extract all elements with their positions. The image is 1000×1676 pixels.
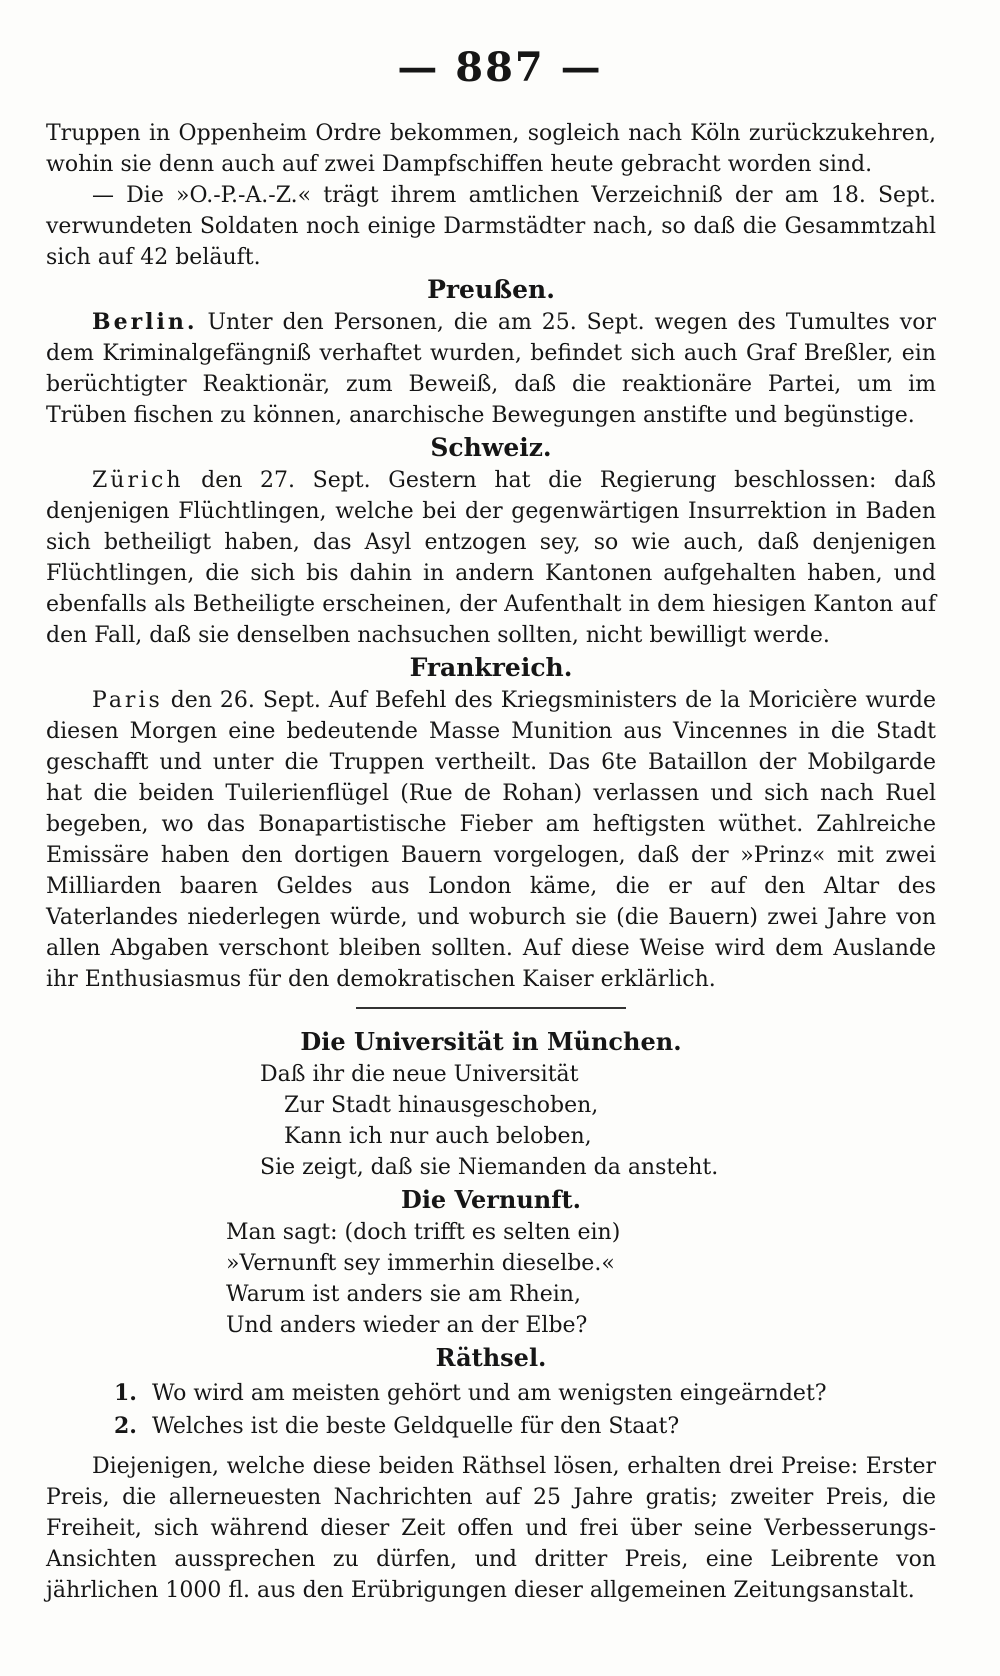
poem-line: Warum ist anders sie am Rhein,: [226, 1282, 581, 1307]
dateline-place: Paris: [92, 688, 163, 713]
dateline-place: Berlin.: [92, 309, 198, 335]
riddle-text: Welches ist die beste Geldquelle für den Staat?: [152, 1414, 680, 1439]
paragraph-text: den 27. Sept. Gestern hat die Regierung beschlossen: daß denjenigen Flüchtlingen, welche bei der gegenwärtigen Insurrektion in Baden sich betheiligt haben, das Asyl entzogen sey, so wie auch, daß denjenigen Flüchtlingen, die sich bis dahin in andern Kantonen aufgehalten haben, und ebenfalls als Betheiligte erscheinen, der Aufenthalt in dem hiesigen Kanton auf den Fall, daß sie denselben nachsuchen sollten, nicht bewilligt werde.: [46, 468, 936, 648]
poem-line: Kann ich nur auch beloben,: [284, 1124, 592, 1149]
section-heading-switzerland: Schweiz.: [430, 433, 552, 462]
riddle-text: Wo wird am meisten gehört und am wenigsten eingeärndet?: [152, 1381, 827, 1406]
riddle-number: 1.: [114, 1380, 137, 1406]
poem-line: Man sagt: (doch trifft es selten ein): [226, 1220, 621, 1245]
poem-title: Die Universität in München.: [300, 1027, 682, 1056]
poem-line: »Vernunft sey immerhin dieselbe.«: [226, 1251, 615, 1276]
paragraph-text: Unter den Personen, die am 25. Sept. wegen des Tumultes vor dem Kriminalgefängniß verhaftet wurden, befindet sich auch Graf Breßler, ein berüchtigter Reaktionär, zum Beweiß, daß die reaktionäre Partei, um im Trüben fischen zu können, anarchische Bewegungen anstifte und begünstige.: [46, 310, 936, 428]
poem-line: Zur Stadt hinausgeschoben,: [284, 1093, 599, 1118]
prize-paragraph: Diejenigen, welche diese beiden Räthsel lösen, erhalten drei Preise: Erster Preis, die allerneuesten Nachrichten auf 25 Jahre gratis; zweiter Preis, die Freiheit, sich während dieser Zeit offen und frei über seine Verbesserungs-Ansichten aussprechen zu dürfen, und dritter Preis, eine Leibrente von jährlichen 1000 fl. aus den Erübrigungen dieser allgemeinen Zeitungsanstalt.: [46, 1454, 936, 1603]
section-heading-prussia: Preußen.: [427, 275, 555, 304]
news-paragraph: [46, 118, 936, 180]
news-paragraph: [46, 307, 936, 431]
paragraph-text: — Die »O.-P.-A.-Z.« trägt ihrem amtlichen Verzeichniß der am 18. Sept. verwundeten Soldaten noch einige Darmstädter nach, so daß die Gesammtzahl sich auf 42 beläuft.: [46, 183, 936, 270]
poem-line: Sie zeigt, daß sie Niemanden da ansteht.: [260, 1155, 719, 1180]
section-heading-france: Frankreich.: [409, 653, 573, 682]
section-divider: [356, 1007, 626, 1009]
riddle-item: [114, 1377, 936, 1410]
news-paragraph: [46, 685, 936, 995]
riddle-list: [46, 1377, 936, 1443]
paragraph-text: den 26. Sept. Auf Befehl des Kriegsministers de la Moricière wurde diesen Morgen eine bedeutende Masse Munition aus Vincennes in die Stadt geschafft und unter die Truppen vertheilt. Das 6te Bataillon der Mobilgarde hat die beiden Tuilerienflügel (Rue de Rohan) verlassen und sich nach Ruel begeben, wo das Bonapartistische Fieber am heftigsten wüthet. Zahlreiche Emissäre haben den dortigen Bauern vorgelogen, daß der »Prinz« mit zwei Milliarden baaren Geldes aus London käme, die er auf den Altar des Vaterlandes niederlegen würde, und woburch sie (die Bauern) zwei Jahre von allen Abgaben verschont bleiben sollten. Auf diese Weise wird dem Auslande ihr Enthusiasmus für den demokratischen Kaiser erklärlich.: [46, 688, 936, 992]
news-paragraph: [46, 180, 936, 273]
riddle-item: [114, 1410, 936, 1443]
poem-line: Daß ihr die neue Universität: [260, 1062, 579, 1087]
poem-title: Die Vernunft.: [401, 1185, 581, 1214]
dateline-place: Zürich: [92, 468, 184, 493]
page-body: [46, 118, 936, 1606]
riddle-title: Räthsel.: [435, 1343, 547, 1372]
riddle-number: 2.: [114, 1413, 137, 1439]
page-number: — 887 —: [397, 44, 603, 91]
poem-line: Und anders wieder an der Elbe?: [226, 1313, 588, 1338]
paragraph-text: Truppen in Oppenheim Ordre bekommen, sogleich nach Köln zurückzukehren, wohin sie denn auch auf zwei Dampfschiffen heute gebracht worden sind.: [46, 121, 936, 177]
news-paragraph: [46, 465, 936, 651]
